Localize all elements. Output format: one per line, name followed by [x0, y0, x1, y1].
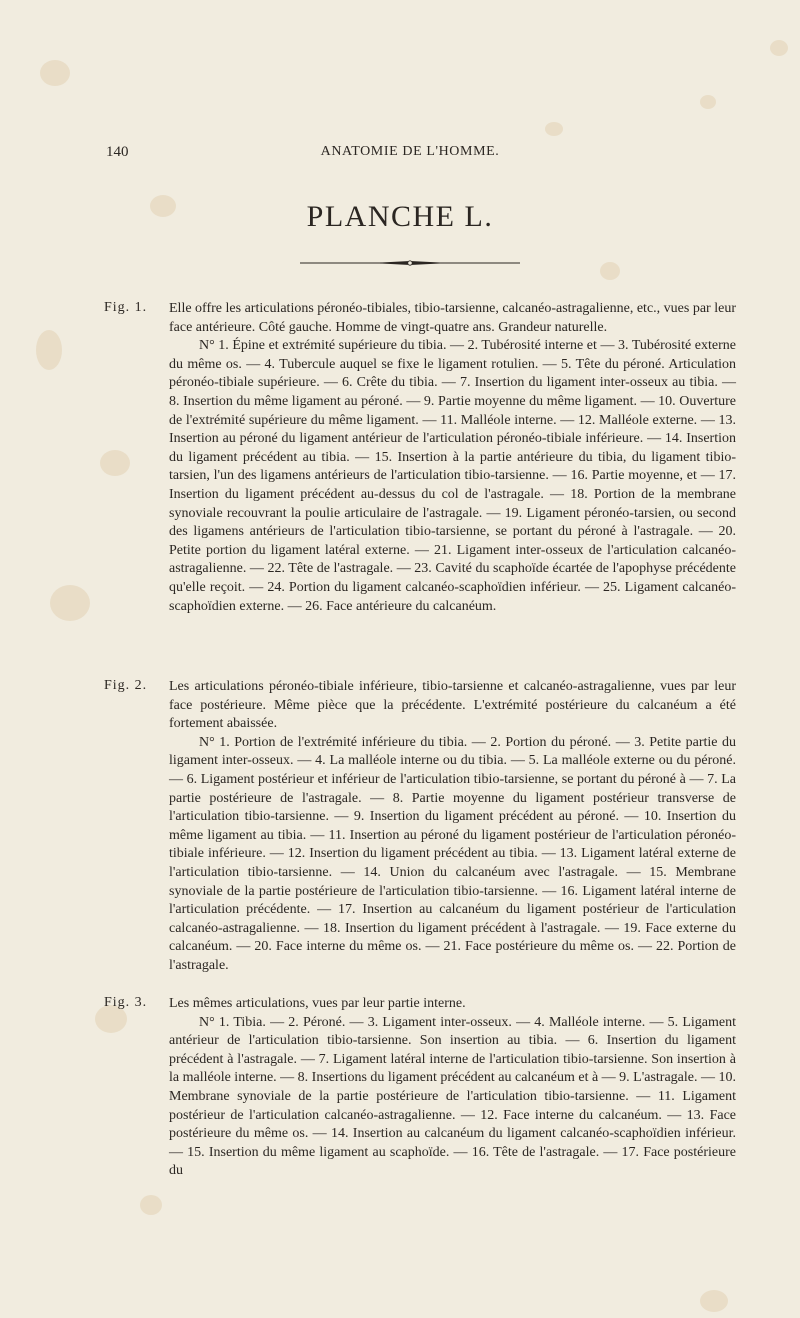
figure-entry-3 — [100, 995, 736, 1181]
foxing-stain — [36, 330, 62, 370]
figure-numbered-items: N° 1. Épine et extrémité supérieure du tibia. — 2. Tubérosité interne et — 3. Tubérosité externe du même os. — 4. Tubercule auquel se fixe le ligament rotulien. — 5. Tête du péroné. Articulation péronéo-tibiale supérieure. — 6. Crête du tibia. — 7. Insertion du ligament inter-osseux au tibia. — 8. Insertion du même ligament au péroné. — 9. Partie moyenne du même ligament. — 10. Ouverture de l'extrémité supérieure du même ligament. — 11. Malléole interne. — 12. Malléole externe. — 13. Insertion au péroné du ligament antérieur de l'articulation péronéo-tibiale inférieure. — 14. Insertion du ligament précédent au tibia. — 15. Insertion à la partie antérieure du tibia, du ligament tibio-tarsien, l'un des ligamens antérieurs de l'articulation tibio-tarsienne. — 16. Partie moyenne, et — 17. Insertion du ligament précédent au-dessus du col de l'astragale. — 18. Portion de la membrane synoviale recouvrant la poulie articulaire de l'astragale. — 19. Ligament péronéo-tarsien, ou second des ligamens antérieurs de l'articulation tibio-tarsienne, se portant du péroné à l'astragale. — 20. Petite portion du ligament latéral externe. — 21. Ligament inter-osseux de l'articulation calcanéo-astragalienne. — 22. Tête de l'astragale. — 23. Cavité du scaphoïde écartée de l'apophyse précédente qu'elle reçoit. — 24. Portion du ligament calcanéo-scaphoïdien inférieur. — 25. Ligament calcanéo-scaphoïdien externe. — 26. Face antérieure du calcanéum. — [169, 338, 736, 614]
figure-label: Fig. 1. — [104, 300, 148, 315]
foxing-stain — [140, 1195, 162, 1215]
figure-numbered-items: N° 1. Portion de l'extrémité inférieure du tibia. — 2. Portion du péroné. — 3. Petite partie du ligament inter-osseux. — 4. La malléole interne ou du tibia. — 5. La malléole externe ou du péroné. — 6. Ligament postérieur et inférieur de l'articulation tibio-tarsienne, se portant du péroné à — 7. La partie postérieure de l'astragale. — 8. Partie moyenne du ligament postérieur transverse de l'articulation tibio-tarsienne. — 9. Insertion du ligament précédent au péroné. — 10. Insertion du même ligament au tibia. — 11. Insertion au péroné du ligament postérieur de l'articulation péronéo-tibiale inférieure. — 12. Insertion du ligament précédent au tibia. — 13. Ligament latéral externe de l'articulation tibio-tarsienne. — 14. Union du calcanéum avec l'astragale. — 15. Membrane synoviale de la partie postérieure de l'articulation tibio-tarsienne. — 16. Ligament latéral interne de l'articulation précédente. — 17. Insertion au calcanéum du ligament postérieur de l'articulation calcanéo-astragalienne. — 18. Insertion du ligament précédent à l'astragale. — 19. Face externe du calcanéum. — 20. Face interne du même os. — 21. Face postérieure du même os. — 22. Portion de l'astragale. — [169, 734, 736, 973]
page-number: 140 — [106, 144, 129, 160]
plate-title: PLANCHE L. — [306, 200, 494, 233]
foxing-stain — [700, 1290, 728, 1312]
figure-numbered-items: N° 1. Tibia. — 2. Péroné. — 3. Ligament inter-osseux. — 4. Malléole interne. — 5. Ligament antérieur de l'articulation tibio-tarsienne. Son insertion au tibia. — 6. Insertion du ligament précédent à l'astragale. — 7. Ligament latéral interne de l'articulation tibio-tarsienne. Son insertion à la malléole interne. — 8. Insertions du ligament précédent au calcanéum et à — 9. L'astragale. — 10. Membrane synoviale de la partie postérieure de l'articulation tibio-tarsienne. — 11. Ligament postérieur de l'articulation calcanéo-astragalienne. — 12. Face interne du calcanéum. — 13. Face postérieure du même os. — 14. Insertion au calcanéum du ligament calcanéo-scaphoïdien inférieur. — 15. Insertion du même ligament au scaphoïde. — 16. Tête de l'astragale. — 17. Face postérieure du — [169, 1014, 736, 1179]
foxing-stain — [40, 60, 70, 86]
foxing-stain — [50, 585, 90, 621]
figure-description — [169, 995, 736, 1181]
figure-intro: Les mêmes articulations, vues par leur partie interne. — [169, 996, 466, 1011]
running-title: ANATOMIE DE L'HOMME. — [320, 144, 500, 159]
figure-entry-1 — [100, 300, 736, 616]
figure-intro: Elle offre les articulations péronéo-tibiales, tibio-tarsienne, calcanéo-astragalienne, etc., vues par leur face antérieure. Côté gauche. Homme de vingt-quatre ans. Grandeur naturelle. — [169, 301, 736, 335]
figure-label: Fig. 2. — [104, 678, 148, 693]
figure-intro: Les articulations péronéo-tibiale inférieure, tibio-tarsienne et calcanéo-astragalienne, vues par leur face postérieure. Même pièce que la précédente. L'extrémité postérieure du calcanéum a été fortement abaissée. — [169, 679, 736, 732]
foxing-stain — [545, 122, 563, 136]
figure-entry-2 — [100, 678, 736, 976]
foxing-stain — [770, 40, 788, 56]
figure-label: Fig. 3. — [104, 995, 148, 1010]
foxing-stain — [700, 95, 716, 109]
title-ornament-rule — [300, 260, 520, 266]
figure-description — [169, 300, 736, 616]
foxing-stain — [600, 262, 620, 280]
figure-description — [169, 678, 736, 976]
